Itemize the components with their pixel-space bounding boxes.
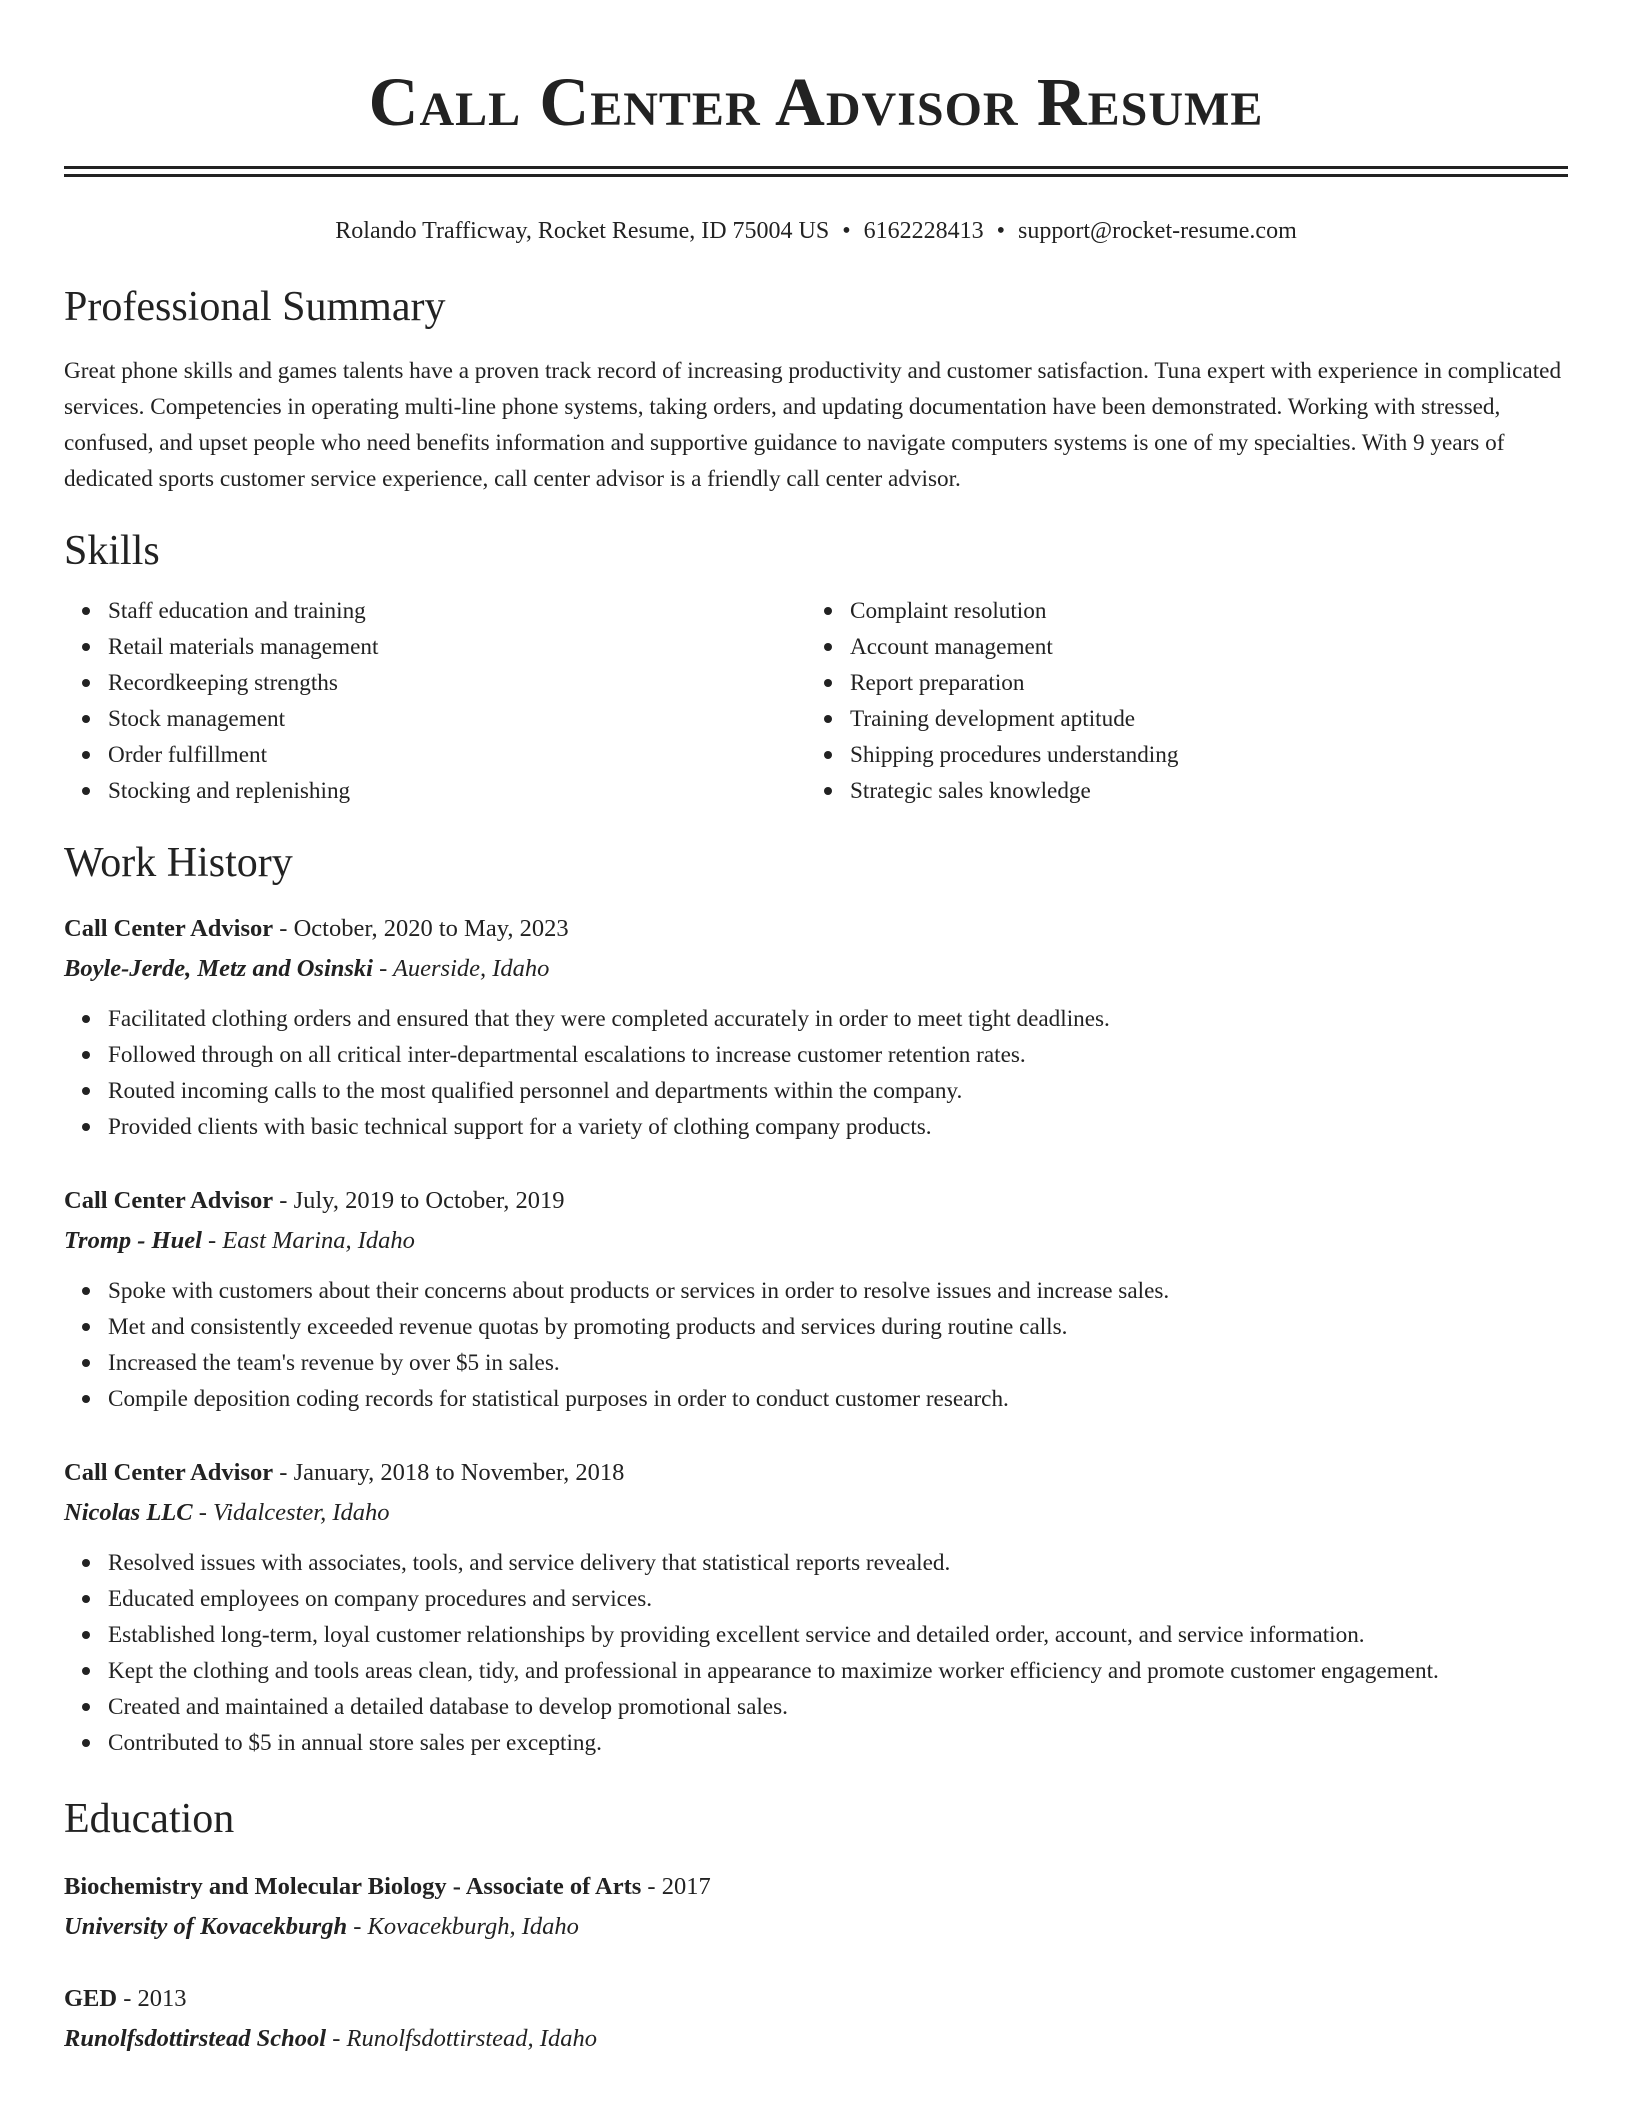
skill-item: Stock management: [108, 701, 806, 737]
education-header: Biochemistry and Molecular Biology - Associate of Arts - 2017: [64, 1873, 711, 1900]
education-location: Kovacekburgh, Idaho: [367, 1913, 579, 1940]
job-duty: Resolved issues with associates, tools, and service delivery that statistical reports revealed.: [108, 1545, 1568, 1581]
job-entry: [64, 1453, 1568, 1761]
job-header: Call Center Advisor - July, 2019 to October, 2019: [64, 1187, 565, 1214]
skill-item: Training development aptitude: [850, 701, 1548, 737]
job-duty: Increased the team's revenue by over $5 in sales.: [108, 1345, 1568, 1381]
job-dates: July, 2019 to October, 2019: [293, 1187, 565, 1214]
job-duty: Provided clients with basic technical support for a variety of clothing company products.: [108, 1109, 1568, 1145]
job-duty: Followed through on all critical inter-departmental escalations to increase customer retention rates.: [108, 1037, 1568, 1073]
education-school: Runolfsdottirstead School: [64, 2025, 327, 2052]
job-company-line: Boyle-Jerde, Metz and Osinski - Auerside, Idaho: [64, 955, 550, 982]
education-header: GED - 2013: [64, 1985, 187, 2012]
job-company-line: Tromp - Huel - East Marina, Idaho: [64, 1227, 415, 1254]
skills-list-right: [806, 593, 1548, 809]
skill-item: Stocking and replenishing: [108, 773, 806, 809]
job-duty: Educated employees on company procedures and services.: [108, 1581, 1568, 1617]
resume-title: Call Center Advisor Resume: [368, 64, 1264, 140]
job-location: East Marina, Idaho: [222, 1227, 415, 1254]
education-location: Runolfsdottirstead, Idaho: [346, 2025, 597, 2052]
skills-list-left: [64, 593, 806, 809]
job-dates: October, 2020 to May, 2023: [293, 915, 569, 942]
job-duty: Created and maintained a detailed database to develop promotional sales.: [108, 1689, 1568, 1725]
skill-item: Strategic sales knowledge: [850, 773, 1548, 809]
education-year: 2013: [137, 1985, 187, 2012]
job-title: Call Center Advisor: [64, 1187, 274, 1214]
contact-phone: 6162228413: [863, 218, 984, 244]
education-year: 2017: [661, 1873, 711, 1900]
education-school: University of Kovacekburgh: [64, 1913, 348, 1940]
contact-line: [64, 213, 1568, 249]
job-duties: [64, 1545, 1568, 1761]
skill-item: Account management: [850, 629, 1548, 665]
education-school-line: Runolfsdottirstead School - Runolfsdottirstead, Idaho: [64, 2025, 597, 2052]
job-duty: Compile deposition coding records for statistical purposes in order to conduct customer research.: [108, 1381, 1568, 1417]
job-duty: Routed incoming calls to the most qualified personnel and departments within the company.: [108, 1073, 1568, 1109]
job-duties: [64, 1273, 1568, 1417]
skill-item: Complaint resolution: [850, 593, 1548, 629]
skills-heading: Skills: [64, 528, 160, 574]
contact-address: Rolando Trafficway, Rocket Resume, ID 75004 US: [335, 218, 830, 244]
skills-columns: [64, 593, 1568, 809]
job-duty: Met and consistently exceeded revenue quotas by promoting products and services during routine calls.: [108, 1309, 1568, 1345]
skill-item: Order fulfillment: [108, 737, 806, 773]
summary-heading: Professional Summary: [64, 284, 446, 330]
job-entry: [64, 909, 1568, 1145]
job-location: Auerside, Idaho: [392, 955, 550, 982]
job-duty: Spoke with customers about their concerns about products or services in order to resolve issues and increase sales.: [108, 1273, 1568, 1309]
education-heading: Education: [64, 1796, 235, 1842]
education-degree: Biochemistry and Molecular Biology - Associate of Arts: [64, 1873, 642, 1900]
contact-separator: •: [996, 218, 1006, 244]
skill-item: Retail materials management: [108, 629, 806, 665]
job-header: Call Center Advisor - January, 2018 to November, 2018: [64, 1459, 625, 1486]
job-duties: [64, 1001, 1568, 1145]
education-entry: [64, 1867, 1568, 1947]
job-company: Nicolas LLC: [64, 1499, 193, 1526]
job-company-line: Nicolas LLC - Vidalcester, Idaho: [64, 1499, 390, 1526]
work-history-heading: Work History: [64, 840, 293, 886]
education-entry: [64, 1979, 1568, 2059]
job-company: Boyle-Jerde, Metz and Osinski: [64, 955, 373, 982]
job-duty: Established long-term, loyal customer relationships by providing excellent service and detailed order, account, and service information.: [108, 1617, 1568, 1653]
job-header: Call Center Advisor - October, 2020 to May, 2023: [64, 915, 569, 942]
header-divider-bottom: [64, 174, 1568, 177]
job-title: Call Center Advisor: [64, 915, 274, 942]
header-divider-top: [64, 166, 1568, 169]
contact-email: support@rocket-resume.com: [1018, 218, 1297, 244]
job-entry: [64, 1181, 1568, 1417]
contact-separator: •: [842, 218, 851, 244]
education-school-line: University of Kovacekburgh - Kovacekburgh, Idaho: [64, 1913, 579, 1940]
skill-item: Staff education and training: [108, 593, 806, 629]
job-location: Vidalcester, Idaho: [213, 1499, 390, 1526]
job-duty: Facilitated clothing orders and ensured that they were completed accurately in order to meet tight deadlines.: [108, 1001, 1568, 1037]
skill-item: Shipping procedures understanding: [850, 737, 1548, 773]
job-duty: Kept the clothing and tools areas clean, tidy, and professional in appearance to maximize worker efficiency and promote customer engagement.: [108, 1653, 1568, 1689]
skill-item: Report preparation: [850, 665, 1548, 701]
job-title: Call Center Advisor: [64, 1459, 274, 1486]
summary-text: Great phone skills and games talents have a proven track record of increasing productivity and customer satisfaction. Tuna expert with experience in complicated services. Competencies in operating multi-line phone systems, taking orders, and updating documentation have been demonstrated. Working with stressed, confused, and upset people who need benefits information and supportive guidance to navigate computers systems is one of my specialties. With 9 years of dedicated sports customer service experience, call center advisor is a friendly call center advisor.: [64, 358, 1562, 492]
skill-item: Recordkeeping strengths: [108, 665, 806, 701]
job-dates: January, 2018 to November, 2018: [293, 1459, 625, 1486]
job-company: Tromp - Huel: [64, 1227, 202, 1254]
job-duty: Contributed to $5 in annual store sales per excepting.: [108, 1725, 1568, 1761]
education-degree: GED: [64, 1985, 118, 2012]
